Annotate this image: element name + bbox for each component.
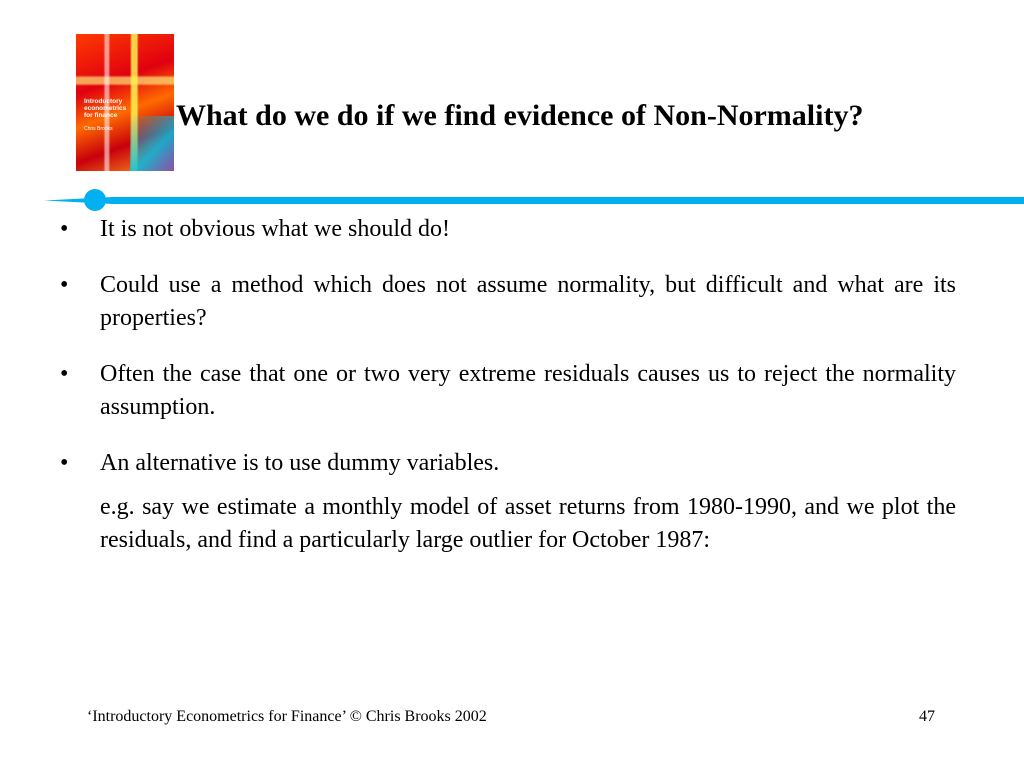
bullet-text: Could use a method which does not assume normality, but difficult and what are its properties? [100, 272, 956, 331]
bullet-icon: • [60, 272, 69, 298]
bullet-item [60, 269, 956, 335]
accent-divider-line [44, 197, 1024, 204]
bullet-item [60, 358, 956, 424]
bullet-text: An alternative is to use dummy variables. [100, 450, 500, 476]
bullet-subtext: e.g. say we estimate a monthly model of asset returns from 1980-1990, and we plot the residuals, and find a particularly large outlier for October 1987: [100, 494, 956, 553]
slide-title: What do we do if we find evidence of Non-Normality? [176, 99, 864, 132]
footer-citation: ‘Introductory Econometrics for Finance’ © Chris Brooks 2002 [87, 708, 487, 725]
accent-divider-dot [84, 189, 106, 211]
bullet-item [60, 213, 956, 246]
bullet-list [60, 213, 956, 580]
page-number: 47 [919, 708, 935, 725]
bullet-icon: • [60, 450, 69, 476]
book-cover-image [76, 34, 174, 171]
bullet-icon: • [60, 361, 69, 387]
bullet-text: Often the case that one or two very extreme residuals causes us to reject the normality assumption. [100, 361, 956, 420]
bullet-item [60, 447, 956, 557]
bullet-icon: • [60, 216, 69, 242]
book-cover-title: Introductory econometrics for finance [84, 98, 127, 119]
book-cover-author: Chris Brooks [84, 126, 113, 132]
bullet-text: It is not obvious what we should do! [100, 216, 450, 242]
